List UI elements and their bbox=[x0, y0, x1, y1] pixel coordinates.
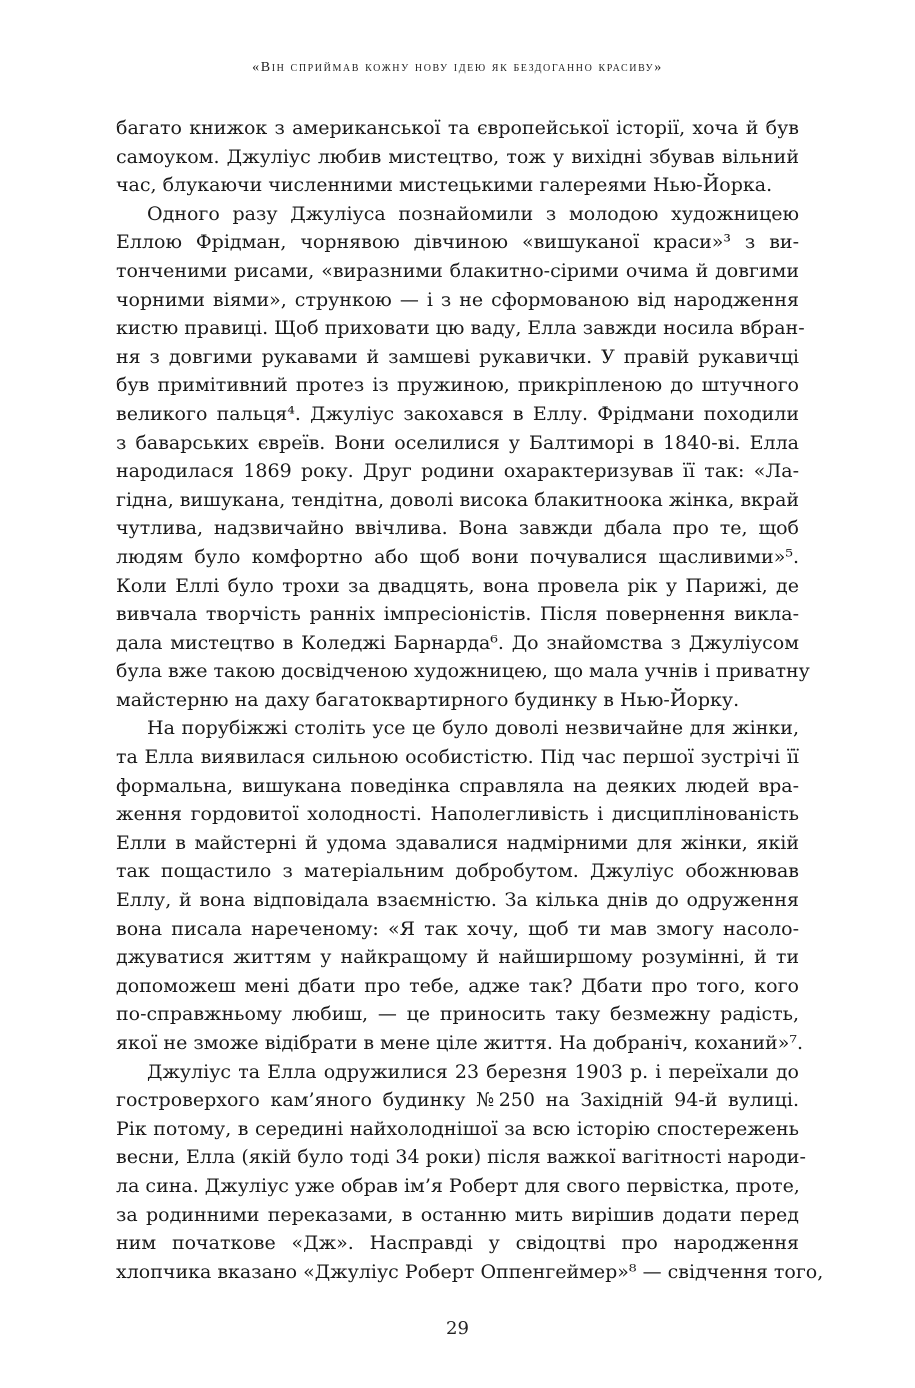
text-line: Рік потому, в середині найхолоднішої за всю історію спостережень bbox=[116, 1117, 799, 1140]
text-line: була вже такою досвідченою художницею, що мала учнів і приватну bbox=[116, 660, 810, 683]
text-line: хлопчика вказано «Джуліус Роберт Оппенгеймер»⁸ — свідчення того, bbox=[116, 1260, 824, 1283]
text-line: майстерню на даху багатоквартирного будинку в Нью-Йорку. bbox=[116, 688, 740, 711]
text-line: чутлива, надзвичайно ввічлива. Вона завжди дбала про те, щоб bbox=[116, 517, 799, 540]
text-line: На порубіжжі століть усе це було доволі незвичайне для жінки, bbox=[147, 717, 799, 740]
paragraph-2 bbox=[116, 200, 810, 715]
text-line: великого пальця⁴. Джуліус закохався в Еллу. Фрідмани походили bbox=[116, 402, 799, 425]
text-line: якої не зможе відібрати в мене ціле життя. На добраніч, коханий»⁷. bbox=[116, 1032, 803, 1054]
text-line: Джуліус та Елла одружилися 23 березня 1903 р. і переїхали до bbox=[147, 1060, 799, 1083]
text-line: за родинними переказами, в останню мить вирішив додати перед bbox=[116, 1203, 799, 1226]
text-line: з баварських євреїв. Вони оселилися у Балтиморі в 1840-ві. Елла bbox=[116, 431, 799, 454]
text-line: ня з довгими рукавами й замшеві рукавички. У правій рукавичці bbox=[116, 345, 799, 368]
text-line: Еллу, й вона відповідала взаємністю. За кілька днів до одруження bbox=[116, 889, 799, 912]
text-line: Еллою Фрідман, чорнявою дівчиною «вишуканої краси»³ з ви- bbox=[116, 231, 799, 254]
text-line: гідна, вишукана, тендітна, доволі висока блакитноока жінка, вкрай bbox=[116, 488, 800, 511]
text-line: ження гордовитої холодності. Наполегливість і дисциплінованість bbox=[116, 803, 799, 826]
text-line: джуватися життям у найкращому й найширшому розумінні, й ти bbox=[116, 946, 799, 969]
text-line: людям було комфортно або щоб вони почувалися щасливими»⁵. bbox=[116, 545, 799, 568]
text-line: Коли Еллі було трохи за двадцять, вона провела рік у Парижі, де bbox=[116, 574, 799, 597]
text-line: був примітивний протез із пружиною, прикріпленою до штучного bbox=[116, 374, 799, 397]
paragraph-3 bbox=[116, 714, 803, 1057]
text-line: дала мистецтво в Коледжі Барнарда⁶. До знайомства з Джуліусом bbox=[116, 631, 799, 654]
paragraph-1 bbox=[116, 114, 799, 200]
paragraph-4 bbox=[116, 1058, 824, 1287]
text-line: час, блукаючи численними мистецькими галереями Нью-Йорка. bbox=[116, 174, 773, 197]
text-line: ним початкове «Дж». Насправді у свідоцтві про народження bbox=[116, 1232, 799, 1255]
text-line: весни, Елла (якій було тоді 34 роки) після важкої вагітності народи- bbox=[116, 1146, 806, 1169]
text-line: кистю правиці. Щоб приховати цю ваду, Елла завжди носила вбран- bbox=[116, 317, 805, 340]
text-line: тонченими рисами, «виразними блакитно-сірими очима й довгими bbox=[116, 259, 799, 282]
text-line: формальна, вишукана поведінка справляла на деяких людей вра- bbox=[116, 774, 799, 797]
text-line: багато книжок з американської та європейської історії, хоча й був bbox=[116, 117, 799, 139]
text-line: Одного разу Джуліуса познайомили з молодою художницею bbox=[147, 202, 799, 225]
text-line: вона писала нареченому: «Я так хочу, щоб ти мав змогу насоло- bbox=[116, 917, 799, 940]
text-line: по-справжньому любиш, — це приносить таку безмежну радість, bbox=[116, 1003, 799, 1026]
text-line: самоуком. Джуліус любив мистецтво, тож у вихідні збував вільний bbox=[116, 145, 799, 168]
text-line: вивчала творчість ранніх імпресіоністів. Після повернення викла- bbox=[116, 603, 799, 626]
text-line: гостроверхого кам’яного будинку №250 на Західній 94-й вулиці. bbox=[116, 1089, 799, 1112]
text-line: та Елла виявилася сильною особистістю. Під час першої зустрічі її bbox=[116, 746, 799, 769]
text-line: допоможеш мені дбати про тебе, адже так? Дбати про того, кого bbox=[116, 974, 799, 997]
text-line: чорними віями», стрункою — і з не сформованою від народження bbox=[116, 288, 799, 311]
text-line: Елли в майстерні й удома здавалися надмірними для жінки, якій bbox=[116, 831, 799, 854]
text-line: ла сина. Джуліус уже обрав ім’я Роберт для свого первістка, проте, bbox=[116, 1174, 800, 1197]
text-line: так пощастило з матеріальним добробутом. Джуліус обожнював bbox=[116, 860, 799, 883]
body-text bbox=[116, 114, 824, 1286]
running-header: «Він сприймав кожну нову ідею як бездоганно красиву» bbox=[252, 60, 663, 75]
text-line: народилася 1869 року. Друг родини охарактеризував її так: «Ла- bbox=[116, 460, 799, 483]
page-number: 29 bbox=[446, 1318, 469, 1339]
